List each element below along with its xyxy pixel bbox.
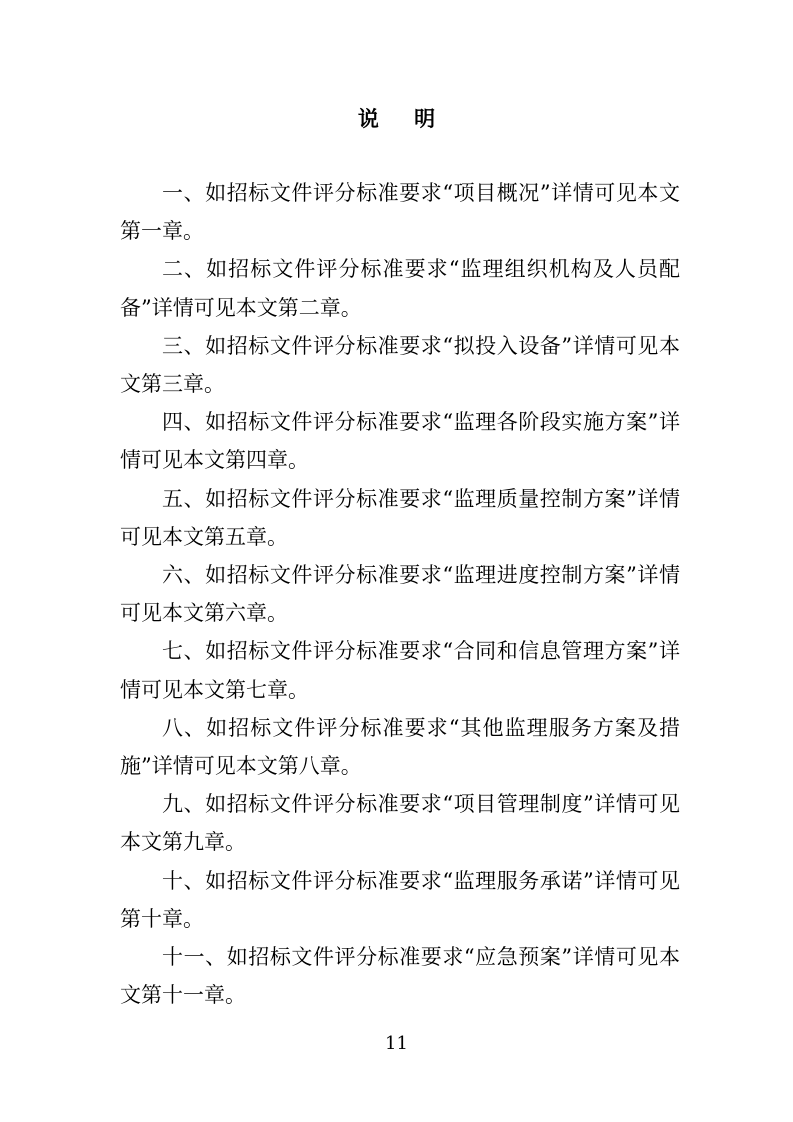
page-number: 11 — [385, 1033, 408, 1054]
paragraph-9: 九、如招标文件评分标准要求“项目管理制度”详情可见本文第九章。 — [120, 792, 680, 855]
paragraph-1: 一、如招标文件评分标准要求“项目概况”详情可见本文第一章。 — [120, 181, 680, 244]
paragraph-2: 二、如招标文件评分标准要求“监理组织机构及人员配备”详情可见本文第二章。 — [120, 257, 680, 320]
paragraph-4: 四、如招标文件评分标准要求“监理各阶段实施方案”详情可见本文第四章。 — [120, 410, 680, 473]
paragraph-8: 八、如招标文件评分标准要求“其他监理服务方案及措施”详情可见本文第八章。 — [120, 715, 680, 779]
paragraph-6: 六、如招标文件评分标准要求“监理进度控制方案”详情可见本文第六章。 — [120, 563, 680, 626]
paragraph-5: 五、如招标文件评分标准要求“监理质量控制方案”详情可见本文第五章。 — [120, 486, 680, 549]
paragraph-3: 三、如招标文件评分标准要求“拟投入设备”详情可见本文第三章。 — [120, 333, 680, 397]
page-title-text: 说 明 — [357, 106, 450, 131]
paragraph-11: 十一、如招标文件评分标准要求“应急预案”详情可见本文第十一章。 — [120, 945, 680, 1008]
page-title — [0, 103, 793, 135]
document-body — [120, 174, 680, 1014]
paragraph-7: 七、如招标文件评分标准要求“合同和信息管理方案”详情可见本文第七章。 — [120, 639, 680, 702]
paragraph-10: 十、如招标文件评分标准要求“监理服务承诺”详情可见第十章。 — [120, 868, 680, 931]
